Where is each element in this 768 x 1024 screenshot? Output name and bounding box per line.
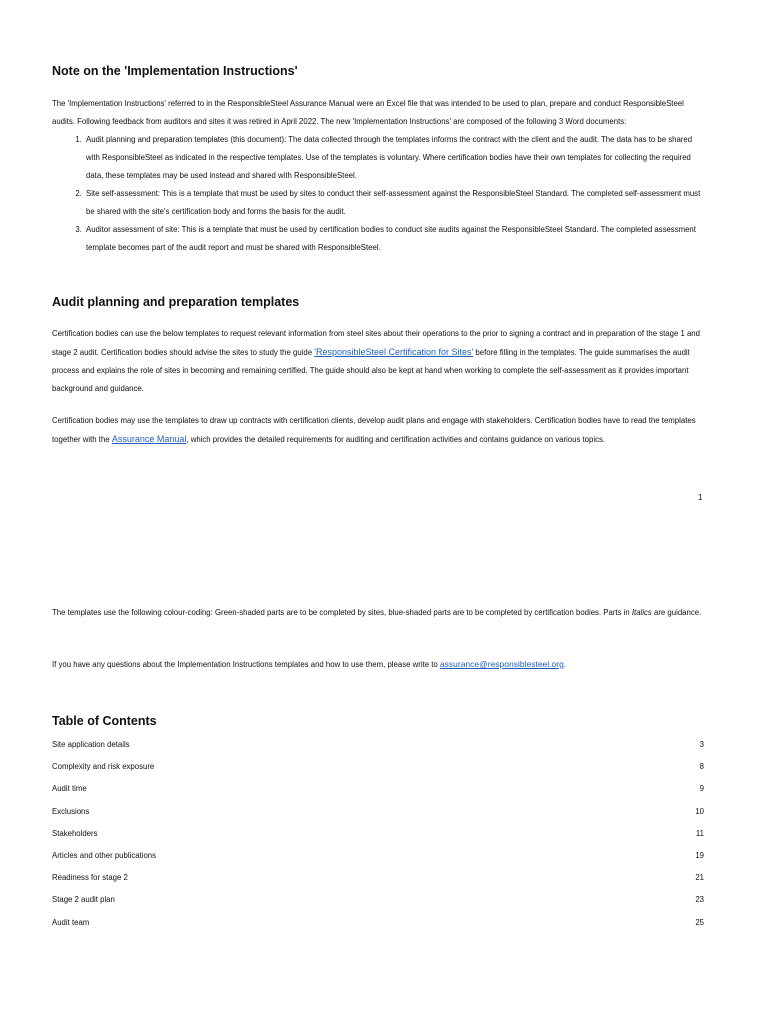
italics-word: Italics [631,608,652,617]
toc-page: 11 [695,828,704,838]
toc-page: 9 [699,784,704,794]
intro-section [52,95,704,257]
list-item: 3. Auditor assessment of site: This is a template that must be used by certification bodies to conduct site audits against the ResponsibleSteel Standard. The completed assessment template becomes part of the audit report and must be shared with ResponsibleSteel. [84,221,704,257]
toc-label: Site application details [52,740,130,749]
documents-list [52,131,704,257]
table-of-contents [52,740,704,940]
toc-label: Complexity and risk exposure [52,762,155,772]
list-item: 1. Audit planning and preparation templates (this document): The data collected through the templates informs the contract with the client and the audit. The data has to be shared with ResponsibleSteel as indicated in the respective templates. Use of the templates is voluntary. Where certification bodies have their own templates for collecting the required data, these templates may be used instead and shared with ResponsibleSteel. [84,131,704,185]
toc-page: 3 [699,740,704,749]
toc-page: 19 [695,850,704,860]
toc-page: 23 [695,895,704,905]
toc-heading: Table of Contents [52,714,157,728]
toc-entry[interactable] [52,807,704,829]
toc-page: 21 [695,873,704,883]
toc-label: Stakeholders [52,828,98,838]
colour-coding-paragraph: The templates use the following colour-coding: Green-shaded parts are to be completed by sites, blue-shaded parts are to be completed by certification bodies. Parts in Italics are guidance. [52,608,702,617]
toc-label: Articles and other publications [52,850,157,860]
toc-label: Audit time [52,784,87,794]
toc-label: Exclusions [52,806,90,816]
contact-email-link[interactable]: assurance@responsiblesteel.org [439,659,564,669]
toc-entry[interactable] [52,762,704,784]
page-number: 1 [698,493,703,502]
templates-paragraph-1: Certification bodies can use the below templates to request relevant information from steel sites about their operations to the prior to signing a contract and in preparation of the stage 1 and stage 2 audit. Certification bodies should advise the sites to study the guide 'ResponsibleSteel Certification for Sites' before filling in the templates. The guide summarises the audit process and explains the role of sites in becoming and remaining certified. The guide should also be kept at hand when working to complete the self-assessment as it provides important background and guidance. [52,329,700,393]
toc-label: Readiness for stage 2 [52,873,128,883]
toc-entry[interactable] [52,873,704,895]
toc-entry[interactable] [52,918,704,940]
toc-entry[interactable] [52,740,704,762]
section-heading-note: Note on the 'Implementation Instructions' [52,64,298,78]
intro-paragraph: The 'Implementation Instructions' referred to in the ResponsibleSteel Assurance Manual were an Excel file that was intended to be used to plan, prepare and conduct ResponsibleSteel audits. Following feedback from auditors and sites it was retired in April 2022. The new 'Implementation Instructions' are composed of the following 3 Word documents: [52,99,684,126]
certification-guide-link[interactable]: 'ResponsibleSteel Certification for Sites' [314,347,474,357]
toc-entry[interactable] [52,784,704,806]
section-heading-templates: Audit planning and preparation templates [52,295,300,309]
list-item: 2. Site self-assessment: This is a template that must be used by sites to conduct their self-assessment against the ResponsibleSteel Standard. The completed self-assessment must be shared with the site's certification body and forms the basis for the audit. [84,185,704,221]
toc-entry[interactable] [52,829,704,851]
toc-page: 10 [695,806,704,816]
toc-entry[interactable] [52,895,704,917]
assurance-manual-link[interactable]: Assurance Manual [111,434,187,444]
toc-label: Stage 2 audit plan [52,895,115,905]
contact-paragraph: If you have any questions about the Implementation Instructions templates and how to use them, please write to assurance@responsiblesteel.org. [52,659,566,669]
toc-entry[interactable] [52,851,704,873]
templates-paragraph-2: Certification bodies may use the templates to draw up contracts with certification clients, develop audit plans and engage with stakeholders. Certification bodies have to read the templates together with the Assurance Manual, which provides the detailed requirements for auditing and certification activities and contains guidance on various topics. [52,416,696,444]
toc-page: 25 [695,917,704,927]
toc-label: Audit team [52,917,90,927]
toc-page: 8 [699,762,704,772]
